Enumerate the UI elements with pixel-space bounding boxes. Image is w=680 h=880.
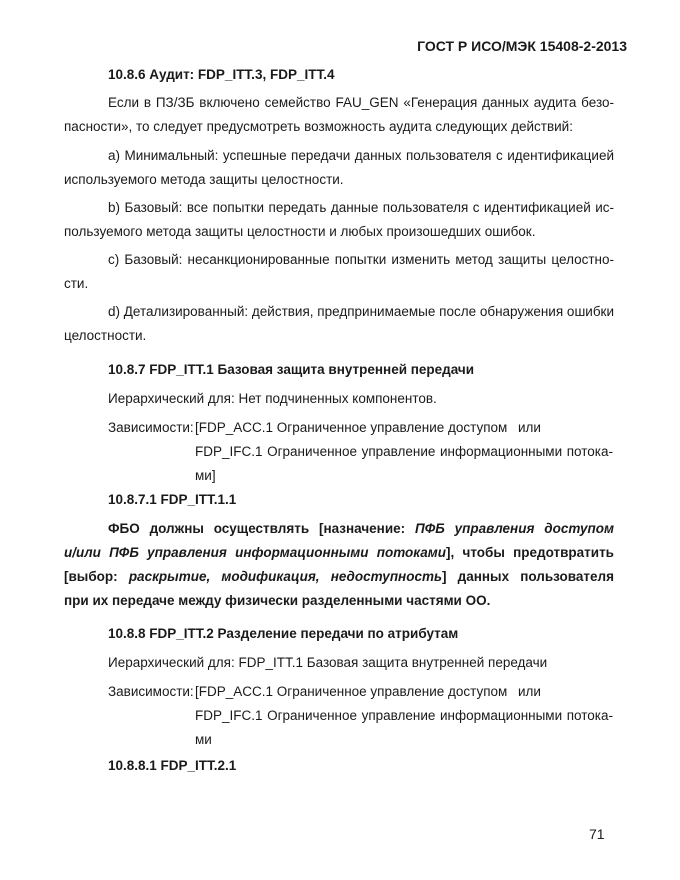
dependency-item: FDP_IFC.1 Ограниченное управление информационными потока- <box>195 444 613 459</box>
section-title-10-8-8: 10.8.8 FDP_ITT.2 Разделение передачи по атрибутам <box>108 626 459 641</box>
subsection-title-10-8-8-1: 10.8.8.1 FDP_ITT.2.1 <box>108 758 237 773</box>
requirement-text: ] данных пользователя <box>442 569 614 584</box>
page-number: 71 <box>589 826 605 842</box>
section-title-10-8-7: 10.8.7 FDP_ITT.1 Базовая защита внутренней передачи <box>108 362 475 377</box>
hierarchical-line: Иерархический для: Нет подчиненных компонентов. <box>108 391 437 406</box>
list-item-a: a) Минимальный: успешные передачи данных пользователя с идентификацией <box>108 148 614 163</box>
list-item-b-cont: пользуемого метода защиты целостности и любых произошедших ошибок. <box>64 224 536 239</box>
requirement-line <box>64 568 614 586</box>
paragraph-line: Если в ПЗ/ЗБ включено семейство FAU_GEN «Генерация данных аудита безо- <box>108 95 614 110</box>
requirement-line <box>108 520 614 538</box>
requirement-italic: и/или ПФБ управления информационными потоками <box>64 545 447 560</box>
requirement-text: ФБО должны осуществлять [назначение: <box>108 521 415 536</box>
requirement-text: [выбор: <box>64 569 129 584</box>
list-item-b: b) Базовый: все попытки передать данные пользователя с идентификацией ис- <box>108 200 614 215</box>
requirement-italic: раскрытие, модификация, недоступность <box>128 569 442 584</box>
subsection-title-10-8-7-1: 10.8.7.1 FDP_ITT.1.1 <box>108 492 237 507</box>
list-item-c: c) Базовый: несанкционированные попытки изменить метод защиты целостно- <box>108 252 614 267</box>
dependency-item-cont: ми] <box>195 468 216 483</box>
paragraph-line: пасности», то следует предусмотреть возможность аудита следующих действий: <box>64 119 573 134</box>
requirement-line <box>64 544 614 562</box>
hierarchical-line: Иерархический для: FDP_ITT.1 Базовая защита внутренней передачи <box>108 655 548 670</box>
dependency-item-cont: ми <box>195 732 212 747</box>
dependency-item: [FDP_ACC.1 Ограниченное управление доступом <box>195 684 508 699</box>
dependency-item: FDP_IFC.1 Ограниченное управление информационными потока- <box>195 708 613 723</box>
list-item-a-cont: используемого метода защиты целостности. <box>64 172 344 187</box>
dependencies-label: Зависимости: <box>108 684 194 699</box>
requirement-line: при их передаче между физически разделенными частями ОО. <box>64 593 491 608</box>
section-title-10-8-6: 10.8.6 Аудит: FDP_ITT.3, FDP_ITT.4 <box>108 67 335 82</box>
dependencies-label: Зависимости: <box>108 420 194 435</box>
standard-header: ГОСТ Р ИСО/МЭК 15408-2-2013 <box>417 38 627 54</box>
requirement-italic: ПФБ управления доступом <box>415 521 614 536</box>
dependency-item: [FDP_ACC.1 Ограниченное управление доступом <box>195 420 508 435</box>
list-item-d-cont: целостности. <box>64 328 147 343</box>
dependency-or: или <box>518 684 541 699</box>
list-item-d: d) Детализированный: действия, предпринимаемые после обнаружения ошибки <box>108 304 614 319</box>
list-item-c-cont: сти. <box>64 276 89 291</box>
requirement-text: ], чтобы предотвратить <box>446 545 614 560</box>
dependency-or: или <box>518 420 541 435</box>
